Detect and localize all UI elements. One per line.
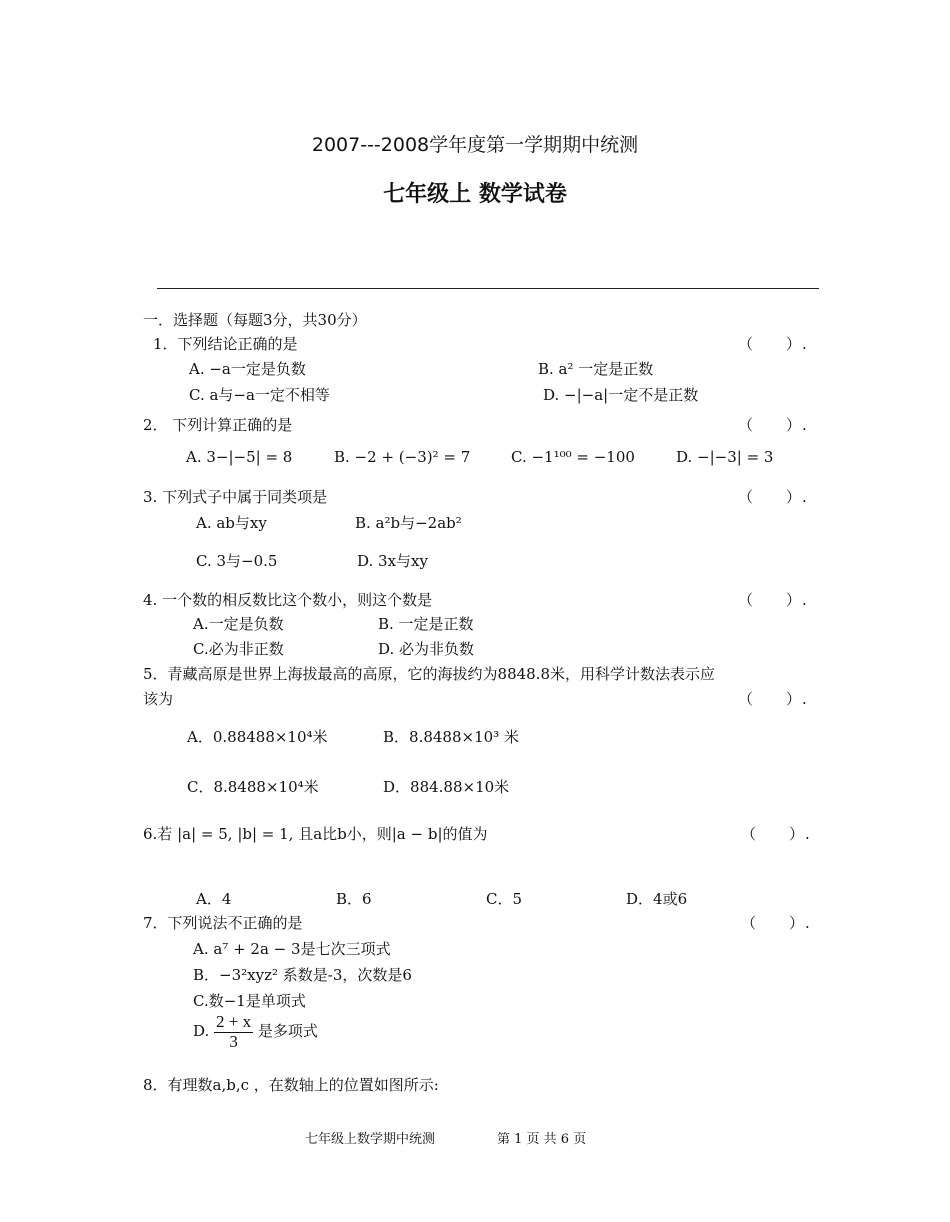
q7-option-c: C.数−1是单项式	[193, 992, 306, 1010]
fraction-denominator: 3	[229, 1031, 238, 1051]
footer-title: 七年级上数学期中统测	[305, 1132, 436, 1147]
q4-stem: 4. 一个数的相反数比这个数小，则这个数是	[143, 591, 433, 609]
q6-answer-blank: （ ）.	[741, 825, 811, 843]
exam-title: 七年级上 数学试卷	[383, 182, 567, 207]
q7-answer-blank: （ ）.	[741, 914, 811, 932]
q3-stem: 3. 下列式子中属于同类项是	[143, 488, 328, 506]
q2-option-d: D. −|−3| = 3	[676, 448, 774, 466]
q3-option-d: D. 3x与xy	[357, 552, 428, 570]
q4-option-c: C.必为非正数	[193, 640, 284, 658]
q1-answer-blank: （ ）.	[738, 335, 808, 353]
q5-option-a: A．0.88488×10⁴米	[187, 728, 328, 746]
q2-option-b: B. −2 + (−3)² = 7	[334, 448, 471, 466]
q6-option-a: A．4	[196, 890, 232, 908]
q6-option-c: C．5	[486, 890, 523, 908]
q7-stem: 7．下列说法不正确的是	[143, 914, 303, 932]
q4-option-a: A.一定是负数	[193, 615, 284, 633]
exam-header-year: 2007---2008学年度第一学期期中统测	[311, 134, 639, 156]
q5-option-b: B．8.8488×10³ 米	[383, 728, 519, 746]
q2-stem: 2． 下列计算正确的是	[143, 416, 293, 434]
q1-stem: 1．下列结论正确的是	[153, 335, 298, 353]
q7-option-d	[193, 1013, 318, 1051]
q5-stem-line1: 5．青藏高原是世界上海拔最高的高原，它的海拔约为8848.8米，用科学计数法表示应	[143, 665, 716, 683]
q5-option-c: C．8.8488×10⁴米	[187, 778, 319, 796]
q7-option-d-fraction	[214, 1013, 253, 1051]
q4-option-d: D. 必为非负数	[378, 640, 475, 658]
q7-option-d-suffix: 是多项式	[257, 1022, 318, 1041]
q7-option-d-prefix: D.	[193, 1022, 210, 1041]
q4-option-b: B. 一定是正数	[378, 615, 474, 633]
section-title: 一．选择题（每题3分，共30分）	[143, 311, 367, 329]
q1-option-a: A. −a一定是负数	[189, 360, 306, 378]
q3-option-b: B. a²b与−2ab²	[355, 514, 462, 532]
q2-option-c: C. −1¹⁰⁰ = −100	[511, 448, 635, 466]
q1-option-d: D. −|−a|一定不是正数	[543, 386, 699, 404]
q6-option-d: D．4或6	[626, 890, 688, 908]
q1-option-b: B. a² 一定是正数	[538, 360, 654, 378]
q2-answer-blank: （ ）.	[738, 416, 808, 434]
q3-option-a: A. ab与xy	[196, 514, 267, 532]
q2-option-a: A. 3−|−5| = 8	[186, 448, 293, 466]
title-divider	[157, 288, 819, 289]
q6-option-b: B．6	[336, 890, 372, 908]
q5-stem-line2: 该为	[143, 690, 174, 708]
q3-answer-blank: （ ）.	[738, 488, 808, 506]
q6-stem: 6.若 |a| = 5, |b| = 1, 且a比b小，则|a − b|的值为	[143, 825, 488, 843]
q1-option-c: C. a与−a一定不相等	[189, 386, 330, 404]
q4-answer-blank: （ ）.	[738, 591, 808, 609]
q7-option-b: B．−3²xyz² 系数是-3，次数是6	[193, 966, 412, 984]
q5-option-d: D．884.88×10米	[383, 778, 510, 796]
q7-option-a: A. a⁷ + 2a − 3是七次三项式	[193, 940, 391, 958]
q3-option-c: C. 3与−0.5	[196, 552, 278, 570]
fraction-numerator: 2 + x	[216, 1012, 252, 1031]
footer-page-number: 第 1 页 共 6 页	[497, 1132, 587, 1147]
q5-answer-blank: （ ）.	[738, 690, 808, 708]
q8-stem: 8．有理数a,b,c ，在数轴上的位置如图所示:	[143, 1076, 439, 1094]
